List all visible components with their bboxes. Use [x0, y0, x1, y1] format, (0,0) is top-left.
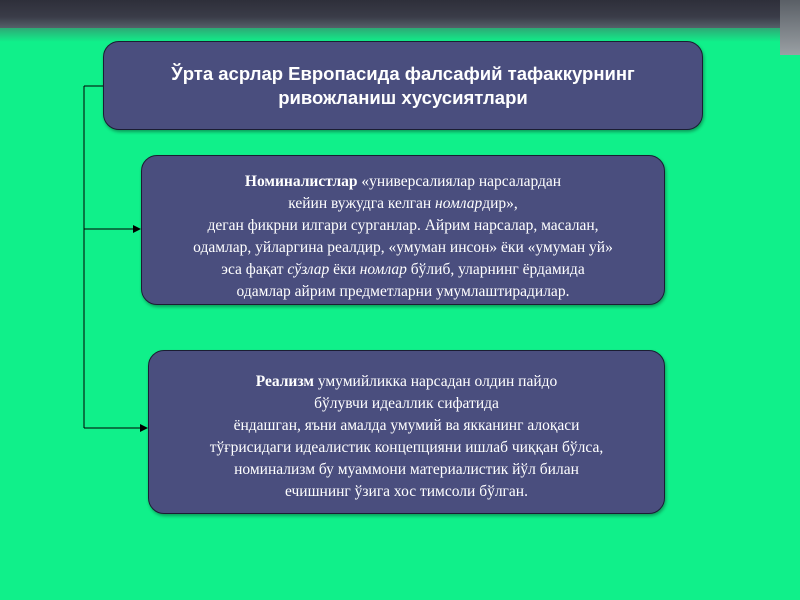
realism-line-4: тўғрисидаги идеалистик концепцияни ишлаб чиққан бўлса,: [209, 439, 604, 456]
realism-line-2: бўлувчи идеаллик сифатида: [314, 395, 499, 412]
realism-box: [148, 350, 665, 514]
realism-line-1: [149, 371, 664, 393]
nominalists-line-5-italic-1: сўзлар: [287, 261, 330, 278]
realism-term: Реализм: [255, 373, 314, 390]
nominalists-line-5: [142, 259, 664, 281]
title-box: [103, 41, 703, 130]
realism-line-1-text: умумийликка нарсадан олдин пайдо: [313, 373, 558, 390]
realism-line-3: ёндашган, яъни амалда умумий ва якканинг алоқаси: [233, 417, 580, 434]
nominalists-line-5-post: бўлиб, уларнинг ёрдамида: [406, 261, 585, 278]
nominalists-line-3: деган фикрни илгари сурганлар. Айрим нарсалар, масалан,: [207, 217, 599, 234]
nominalists-line-5-italic-2: номлар: [359, 261, 407, 278]
nominalists-line-5-pre: эса фақат: [221, 261, 288, 278]
nominalists-line-1: [142, 171, 664, 193]
nominalists-box: [141, 155, 665, 305]
nominalists-term: Номиналистлар: [244, 173, 358, 190]
nominalists-line-1-text: «универсалиялар нарсалардан: [357, 173, 562, 190]
nominalists-line-6: одамлар айрим предметларни умумлаштирадилар.: [236, 283, 570, 300]
nominalists-line-2-post: дир»,: [482, 195, 518, 212]
nominalists-line-2-pre: кейин вужудга келган: [288, 195, 435, 212]
realism-line-5: номинализм бу муаммони материалистик йўл билан: [234, 461, 579, 478]
title-line-1: Ўрта асрлар Европасида фалсафий тафаккурнинг: [171, 62, 635, 84]
title-line-2: ривожланиш хусусиятлари: [278, 86, 528, 108]
page-title: [171, 62, 635, 110]
nominalists-line-2-italic: номлар: [435, 195, 483, 212]
nominalists-line-4: одамлар, уйларгина реалдир, «умуман инсон» ёки «умуман уй»: [193, 239, 613, 256]
nominalists-line-5-mid: ёки: [329, 261, 360, 278]
realism-line-6: ечишнинг ўзига хос тимсоли бўлган.: [285, 483, 528, 500]
nominalists-line-2: [142, 193, 664, 215]
